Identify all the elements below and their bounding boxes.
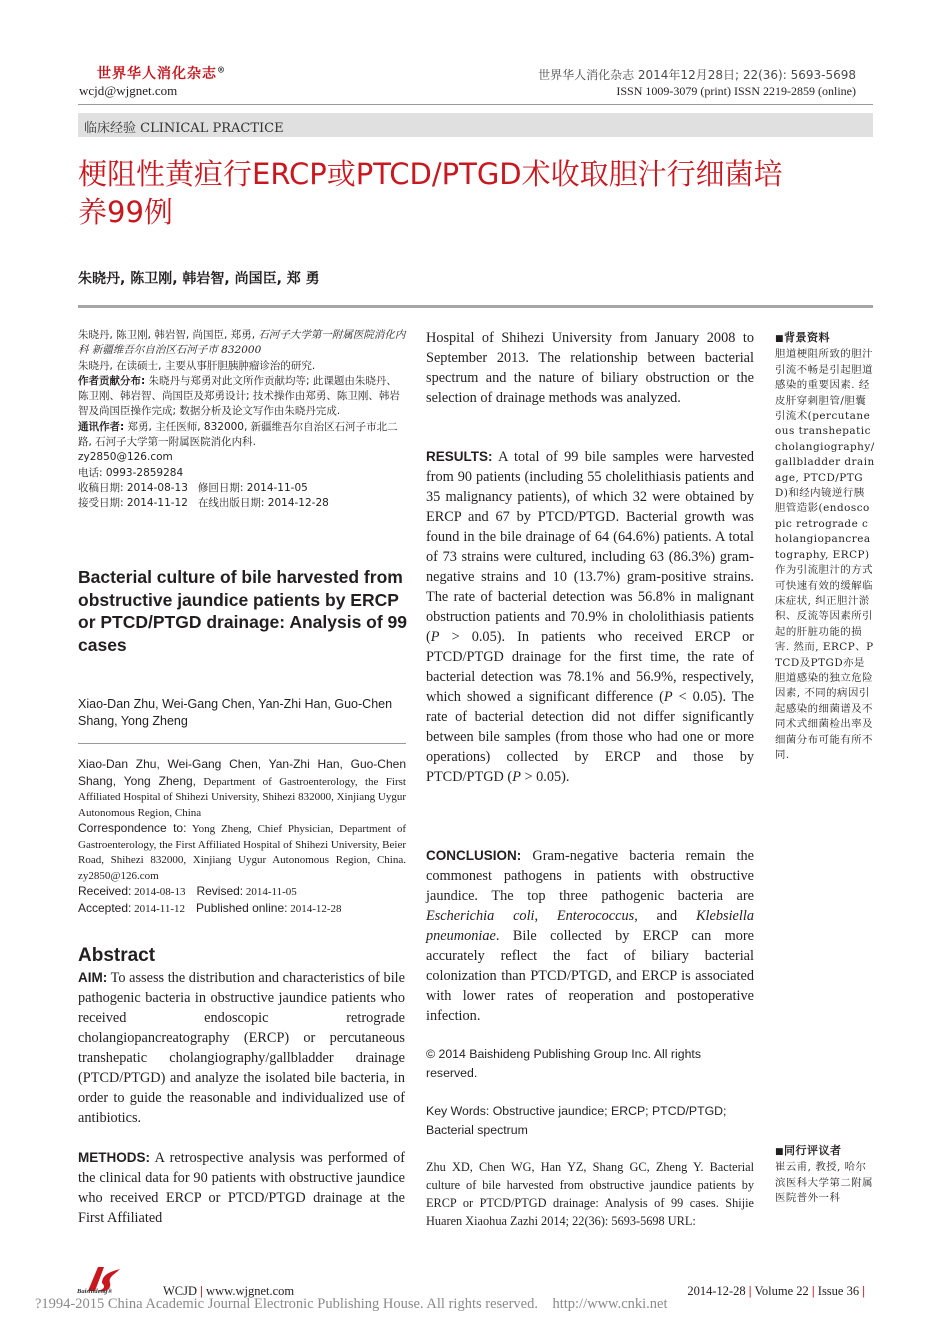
peer-reviewer-text: 崔云甫, 教授, 哈尔滨医科大学第二附属医院普外一科 [775, 1161, 874, 1205]
info-affiliation: 石河子大学第一附属医院消化内科 新疆维吾尔自治区石河子市 832000 [78, 329, 406, 357]
results-text-2: > 0.05). In patients who received ERCP or PTCD/PTGD drainage for the first time, the rate of bacterial detection was 78.1% and 56.9%, respectively, which showed a significant difference ( [426, 629, 754, 705]
results-text-1: A total of 99 bile samples were harvested from 90 patients (including 55 cholelithiasis patients and 35 malignancy patients), of which 32 were obtained by ERCP and 67 by PTCD/PTGD. Bacterial growth was found in the bile drainage of 64 (64.6%) patients. A total of 73 strains were cultured, including 63 (86.3%) gram-negative strains and 10 (13.7%) gram-positive strains. The rate of bacterial detection was 56.8% in malignant obstruction patients and 70.9% in chololithiasis patients ( [426, 449, 754, 645]
species-sep-1: , [534, 908, 557, 924]
published-label: Published online: [196, 900, 288, 915]
accepted-date: 2014-11-12 [134, 902, 186, 915]
correspondence-en [78, 821, 406, 884]
corr-email-cn[interactable]: zy2850@126.com [78, 451, 173, 464]
background-sidebar [775, 330, 875, 763]
corr-text-cn: 郑勇, 主任医师, 832000, 新疆维吾尔自治区石河子市北二路, 石河子大学第一附属医院消化内科. [78, 420, 398, 449]
aim-label: AIM: [78, 970, 108, 985]
background-title: 背景资料 [784, 331, 831, 344]
methods-label: METHODS: [78, 1150, 150, 1165]
authors-en: Xiao-Dan Zhu, Wei-Gang Chen, Yan-Zhi Han, Guo-Chen Shang, Yong Zheng [78, 697, 393, 728]
author-bio: 朱晓丹, 在读硕士, 主要从事肝胆胰肿瘤诊治的研究. [78, 359, 316, 372]
background-text: 胆道梗阻所致的胆汁引流不畅是引起胆道感染的重要因素. 经皮肝穿刺胆管/胆囊引流术(percutaneous transhepatic cholangiography/gallbladder drainage, PTCD/PTGD)和经内镜逆行胰胆管造影(endoscopic retrograde cholangiopancreatography, ERCP)作为引流胆汁的方式可快速有效的缓解临床症状, 纠正胆汁淤积、反流等因素所引起的肝脏功能的损害. 然而, ERCP、PTCD及PTGD亦是胆道感染的独立危险因素, 不同的病因引起感染的细菌谱及不同术式细菌检出率及细菌分布可能有所不同. [775, 348, 875, 761]
corr-text-en: Yong Zheng, Chief Physician, Department of Gastroenterology, the First Affiliated Hospital of Shihezi University, Beier Road, Shihezi 832000, Xinjiang Uygur Autonomous Region, China. zy2850@126.com [78, 823, 407, 882]
affiliation-en [78, 757, 406, 821]
dates-en-1 [78, 884, 406, 901]
peer-reviewer-sidebar [775, 1143, 875, 1207]
title-line-2: 养99例 [78, 195, 173, 229]
revised-label: Revised: [196, 884, 244, 898]
dates-cn-2: 接受日期: 2014-11-12 在线出版日期: 2014-12-28 [78, 497, 329, 510]
authors-cn: 朱晓丹, 陈卫刚, 韩岩智, 尚国臣, 郑 勇 [78, 271, 320, 287]
peer-reviewer-heading [775, 1143, 875, 1160]
footer-separator: | [748, 1284, 752, 1298]
p-value-symbol-3: P [512, 769, 521, 785]
registered-mark: ® [217, 64, 226, 75]
species-sep-2: , and [634, 908, 696, 924]
title-divider [78, 305, 873, 308]
footer-journal: WCJD [163, 1284, 198, 1298]
methods-text-b: Hospital of Shihezi University from January 2008 to September 2013. The relationship between bacterial spectrum and the nature of biliary obstruction or the selection of drainage methods was analyzed. [426, 330, 754, 406]
footer-issue: Issue 36 [817, 1284, 860, 1298]
footer-separator: | [200, 1284, 203, 1298]
results-text-3: < 0.05). The rate of bacterial detection did not differ significantly between bile samples (from those who had one or more operations) collected by ERCP and those by PTCD/PTGD ( [426, 689, 755, 785]
correspondence-para [78, 420, 406, 451]
info-authors: 朱晓丹, 陈卫刚, 韩岩智, 尚国臣, 郑勇, [78, 329, 256, 341]
species-klebsiella: Klebsiella pneumoniae [426, 908, 754, 944]
square-bullet-icon: ■ [775, 1147, 785, 1157]
copyright-notice: © 2014 Baishideng Publishing Group Inc. All rights reserved. [426, 1047, 701, 1080]
accepted-label: Accepted: [78, 900, 132, 915]
species-enterococcus: Enterococcus [556, 908, 635, 924]
corr-label-en: Correspondence to: [78, 821, 187, 835]
species-ecoli: Escherichia coli [426, 908, 535, 924]
p-value-symbol-2: P [663, 689, 673, 705]
p-value-symbol-1: P [430, 629, 440, 645]
info-divider [78, 743, 406, 744]
corr-label-cn: 通讯作者: [78, 420, 125, 433]
footer-separator: | [862, 1284, 865, 1298]
background-heading [775, 330, 875, 347]
issn-line: ISSN 1009-3079 (print) ISSN 2219-2859 (online) [616, 84, 856, 98]
abstract-results [426, 447, 754, 787]
header-divider [78, 104, 873, 105]
abstract-conclusion [426, 846, 754, 1026]
footer-volume: Volume 22 [754, 1284, 809, 1298]
info-authors-en: Xiao-Dan Zhu, Wei-Gang Chen, Yan-Zhi Han, Guo-Chen Shang, Yong Zheng, [78, 757, 406, 788]
phone-cn: 电话: 0993-2859284 [78, 466, 184, 479]
author-info-en [78, 757, 406, 917]
journal-logo-text: 世界华人消化杂志 [97, 66, 217, 82]
journal-logo [97, 63, 226, 83]
cnki-watermark-line: ?1994-2015 China Academic Journal Electronic Publishing House. All rights reserved. http://www.cnki.net [35, 1296, 668, 1312]
conclusion-label: CONCLUSION: [426, 848, 522, 863]
square-bullet-icon: ■ [775, 334, 785, 344]
key-words: Key Words: Obstructive jaundice; ERCP; PTCD/PTGD; Bacterial spectrum [426, 1104, 727, 1137]
contribution-para [78, 374, 406, 420]
article-title-en: Bacterial culture of bile harvested from obstructive jaundice patients by ERCP or PTCD/PTGD drainage: Analysis of 99 cases [78, 567, 408, 655]
results-text-4: > 0.05). [520, 769, 570, 785]
methods-text-a: A retrospective analysis was performed of the clinical data for 90 patients with obstructive jaundice who received ERCP or PTCD/PTGD drainage at the First Affiliated [78, 1150, 405, 1226]
footer-url[interactable]: www.wjgnet.com [206, 1284, 295, 1298]
published-date: 2014-12-28 [290, 902, 342, 915]
affiliation-para [78, 328, 406, 359]
revised-date: 2014-11-05 [245, 886, 297, 898]
journal-citation-line: 世界华人消化杂志 2014年12月28日; 22(36): 5693-5698 [538, 68, 856, 82]
received-date: 2014-08-13 [134, 886, 186, 898]
journal-email[interactable]: wcjd@wjgnet.com [79, 83, 178, 98]
info-affiliation-en: Department of Gastroenterology, the First Affiliated Hospital of Shihezi University, Shihezi 832000, Xinjiang Uygur Autonomous Region, China [78, 775, 406, 819]
aim-text: To assess the distribution and characteristics of bile pathogenic bacteria in obstructive jaundice patients who received endoscopic retrograde cholangiopancreatography (ERCP) or percutaneous transhepatic cholangiography/gallbladder drainage (PTCD/PTGD) and analyze the isolated bile bacteria, in order to guide the reasonable and individualized use of antibiotics. [78, 970, 405, 1126]
abstract-methods-continued [426, 328, 754, 408]
contrib-label: 作者贡献分布: [78, 374, 146, 387]
dates-cn-1: 收稿日期: 2014-08-13 修回日期: 2014-11-05 [78, 481, 308, 494]
conclusion-text-1: Gram-negative bacteria remain the commonest pathogens in patients with obstructive jaundice. The top three pathogenic bacteria are [426, 848, 754, 904]
section-label: 临床经验 CLINICAL PRACTICE [84, 121, 284, 136]
footer-date: 2014-12-28 [687, 1284, 746, 1298]
peer-reviewer-title: 同行评议者 [784, 1144, 842, 1157]
dates-en-2 [78, 901, 406, 918]
publisher-logo-text: Baishideng® [77, 1288, 113, 1295]
results-label: RESULTS: [426, 449, 493, 464]
contrib-text: 朱晓丹与郑勇对此文所作贡献均等; 此课题由朱晓丹、陈卫刚、韩岩智、尚国臣及郑勇设计; 技术操作由郑勇、陈卫刚、韩岩智及尚国臣操作完成; 数据分析及论文写作由朱晓丹完成. [78, 374, 400, 418]
citation-text: Zhu XD, Chen WG, Han YZ, Shang GC, Zheng Y. Bacterial culture of bile harvested from obstructive jaundice patients by ERCP or PTCD/PTGD drainage: Analysis of 99 cases. Shijie Huaren Xiaohua Zazhi 2014; 22(36): 5693-5698 URL: [426, 1160, 754, 1228]
author-info-cn [78, 328, 406, 512]
abstract-heading: Abstract [78, 945, 156, 966]
conclusion-text-2: . Bile collected by ERCP can more accurately reflect the fact of biliary bacterial colonization than PTCD/PTGD, and ERCP is associated with lower rates of reoperation and postoperative infection. [426, 928, 754, 1024]
footer-separator: | [811, 1284, 815, 1298]
title-line-1: 梗阻性黄疸行ERCP或PTCD/PTGD术收取胆汁行细菌培 [78, 157, 783, 191]
abstract-methods [78, 1148, 405, 1228]
footer-right [687, 1284, 865, 1299]
abstract-aim [78, 968, 405, 1128]
received-label: Received: [78, 884, 132, 898]
article-title-cn [78, 155, 878, 231]
